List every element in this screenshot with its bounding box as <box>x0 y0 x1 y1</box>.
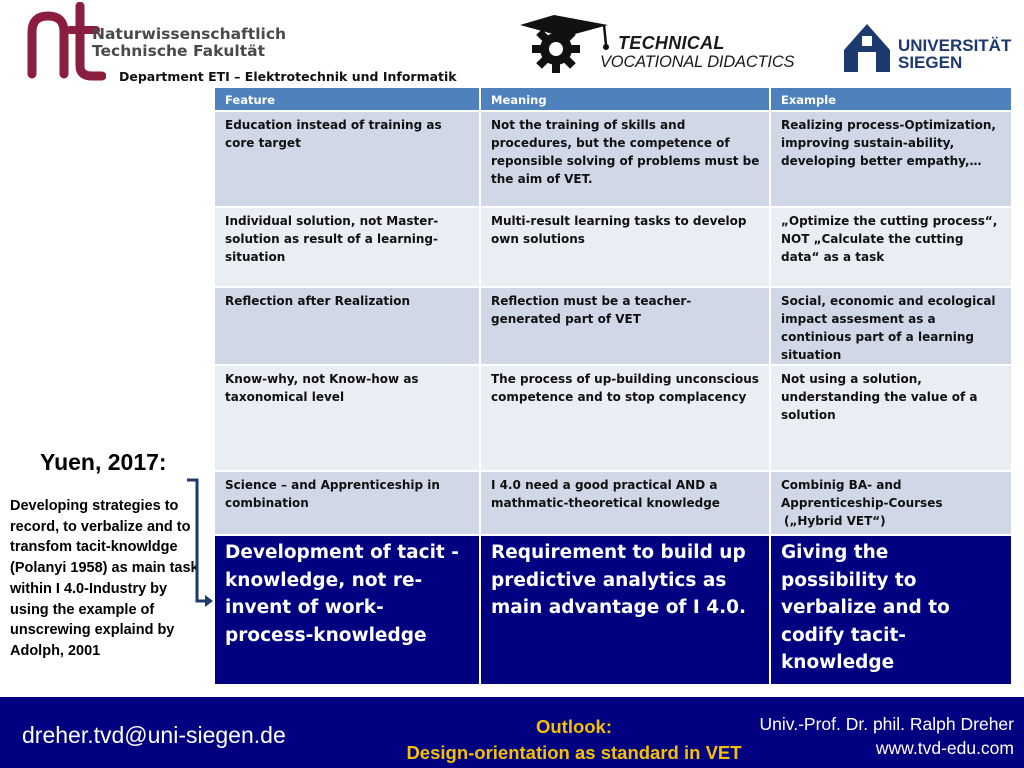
hybrid-vet-note: („Hybrid VET“) <box>784 514 886 528</box>
table-row <box>214 365 1012 471</box>
cell-meaning: The process of up-building unconscious competence and to stop complacency <box>480 365 770 471</box>
feature-table <box>213 86 1013 686</box>
cell-meaning: Reflection must be a teacher-generated part of VET <box>480 287 770 365</box>
header-meaning: Meaning <box>480 87 770 111</box>
table-row <box>214 287 1012 365</box>
table-row <box>214 111 1012 207</box>
header-feature: Feature <box>214 87 480 111</box>
university-logo-icon <box>842 22 892 72</box>
table-row <box>214 207 1012 287</box>
cell-example <box>770 471 1012 535</box>
cell-example: „Optimize the cutting process“, NOT „Calculate the cutting data“ as a task <box>770 207 1012 287</box>
university-name-line2: SIEGEN <box>898 53 963 72</box>
cell-meaning: Multi-result learning tasks to develop own solutions <box>480 207 770 287</box>
cell-meaning: I 4.0 need a good practical AND a mathmatic-theoretical knowledge <box>480 471 770 535</box>
cell-example: Social, economic and ecological impact assesment as a continious part of a learning situation <box>770 287 1012 365</box>
tvd-title-line1: TECHNICAL <box>618 33 725 53</box>
table-header-row <box>214 87 1012 111</box>
cell-meaning: Not the training of skills and procedures, but the competence of reponsible solving of problems must be the aim of VET. <box>480 111 770 207</box>
contact-email[interactable]: dreher.tvd@uni-siegen.de <box>22 722 286 748</box>
cell-feature: Individual solution, not Master-solution as result of a learning-situation <box>214 207 480 287</box>
cell-example: Not using a solution, understanding the value of a solution <box>770 365 1012 471</box>
tvd-title-line2: VOCATIONAL DIDACTICS <box>600 53 795 71</box>
citation-description: Developing strategies to record, to verbalize and to transfom tacit-knowldge (Polanyi 1958) as main task within I 4.0-Industry by using the example of unscrewing explaind by Adolph, 2001 <box>10 498 199 659</box>
cell-feature: Science – and Apprenticeship in combination <box>214 471 480 535</box>
cell-example: Giving the possibility to verbalize and to codify tacit-knowledge <box>770 535 1012 685</box>
department-label: Department ETI – Elektrotechnik und Informatik <box>119 69 457 84</box>
website-link[interactable]: www.tvd-edu.com <box>875 738 1014 758</box>
cell-meaning: Requirement to build up predictive analytics as main advantage of I 4.0. <box>480 535 770 685</box>
faculty-name-line2: Technische Fakultät <box>92 42 266 60</box>
gear-graduation-cap-icon <box>516 15 612 73</box>
cell-feature: Reflection after Realization <box>214 287 480 365</box>
faculty-name <box>92 26 286 60</box>
cell-example: Realizing process-Optimization, improving sustain-ability, developing better empathy,… <box>770 111 1012 207</box>
outlook-text: Design-orientation as standard in VET <box>406 742 742 763</box>
outlook-title: Outlook: <box>535 716 613 737</box>
header-example: Example <box>770 87 1012 111</box>
cell-example-text: Combinig BA- and Apprenticeship-Courses <box>781 478 943 510</box>
connector-arrow-icon <box>185 478 215 618</box>
professor-name: Univ.-Prof. Dr. phil. Ralph Dreher <box>759 714 1014 734</box>
citation-heading: Yuen, 2017: <box>40 449 167 475</box>
cell-feature: Know-why, not Know-how as taxonomical level <box>214 365 480 471</box>
university-name-line1: UNIVERSITÄT <box>898 36 1012 55</box>
cell-feature: Education instead of training as core target <box>214 111 480 207</box>
faculty-name-line1: Naturwissenschaftlich <box>92 25 287 43</box>
table-row-highlight <box>214 535 1012 685</box>
table-row <box>214 471 1012 535</box>
university-name <box>898 37 1011 71</box>
author-block <box>640 712 1014 760</box>
cell-feature: Development of tacit - knowledge, not re-invent of work-process-knowledge <box>214 535 480 685</box>
